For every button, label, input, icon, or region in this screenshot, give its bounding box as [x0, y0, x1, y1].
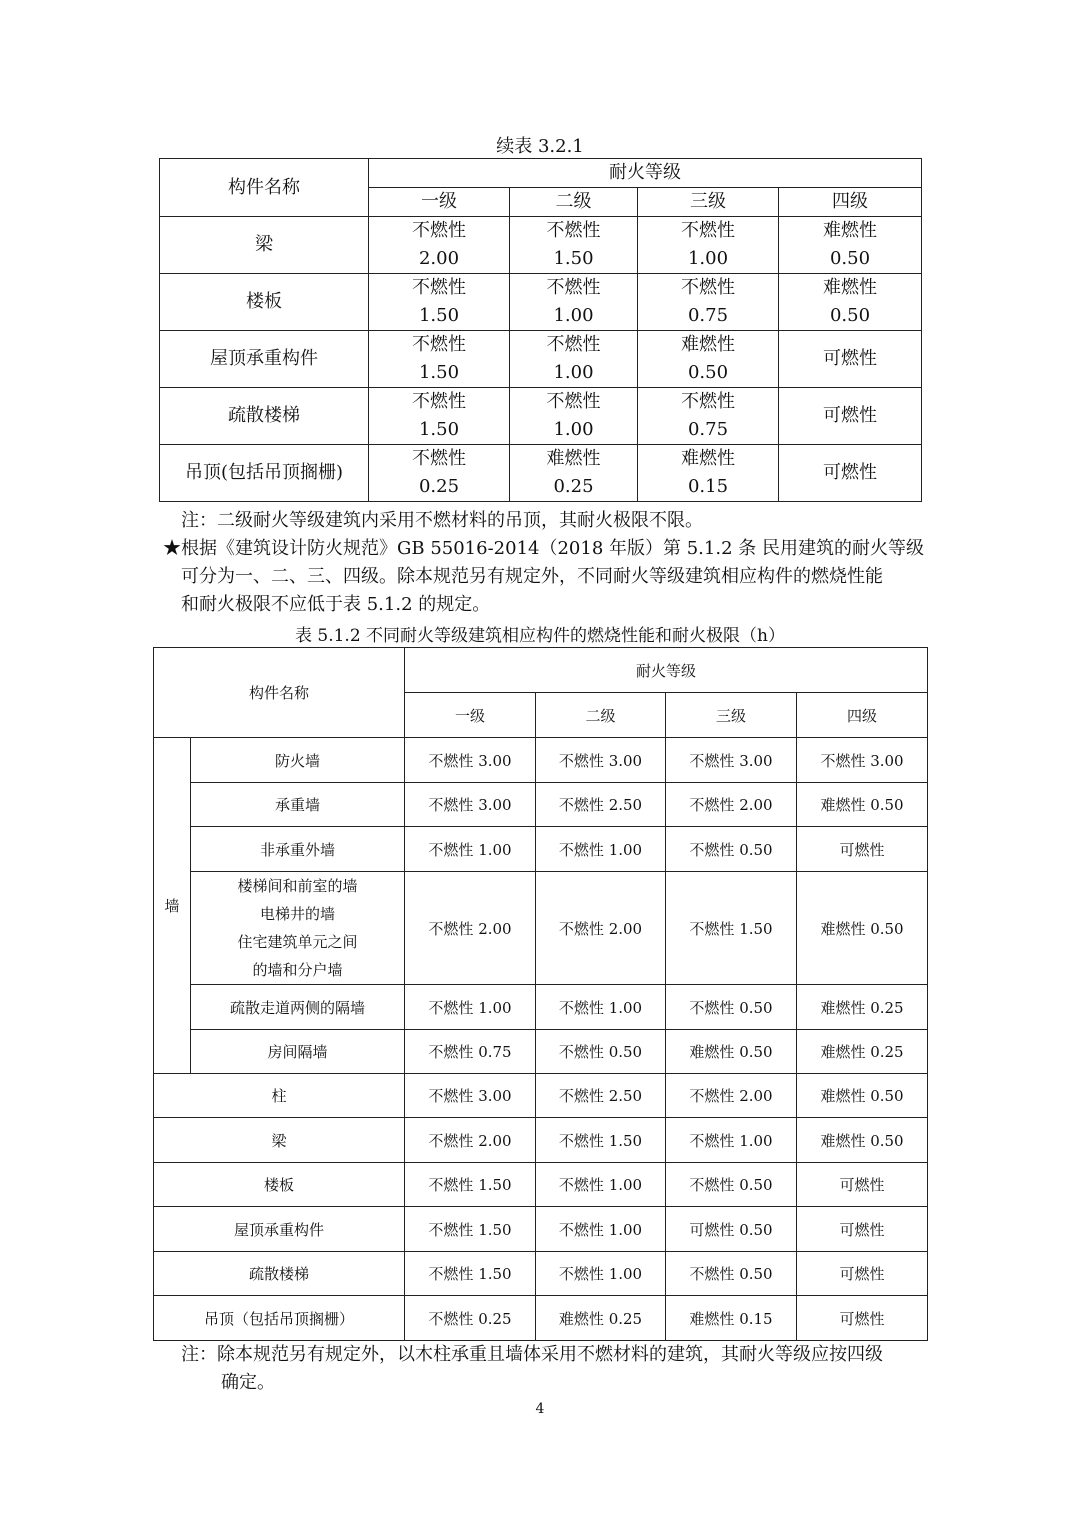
t2-wall-row	[154, 827, 928, 872]
t2-cell: 难燃性 0.50	[797, 783, 928, 827]
paragraph-line-3: 和耐火极限不应低于表 5.1.2 的规定。	[181, 594, 491, 615]
t2-wall-name	[191, 783, 405, 827]
t1-cell-rating: 可燃性	[823, 462, 877, 483]
t1-row	[160, 274, 922, 331]
t1-row	[160, 217, 922, 274]
t2-cell: 难燃性 0.50	[797, 872, 928, 985]
t1-cell	[638, 388, 779, 445]
t2-wall-name-line: 住宅建筑单元之间	[237, 933, 358, 951]
t1-cell-rating: 难燃性	[546, 448, 601, 469]
t2-row	[154, 1163, 928, 1207]
t1-cell	[510, 445, 638, 502]
t1-cell-rating: 不燃性	[546, 334, 601, 355]
t2-row	[154, 1118, 928, 1163]
t2-cell: 不燃性 0.50	[536, 1030, 666, 1074]
t1-cell	[779, 217, 922, 274]
t1-cell-rating: 难燃性	[681, 448, 735, 469]
t1-cell-hours: 2.00	[418, 248, 460, 269]
t2-cell: 不燃性 3.00	[536, 738, 666, 783]
t2-cell: 不燃性 2.00	[666, 1074, 797, 1118]
t2-wall-name-line: 非承重外墙	[260, 840, 336, 859]
t2-cell: 可燃性	[797, 827, 928, 872]
t1-cell	[369, 274, 510, 331]
t1-row	[160, 388, 922, 445]
t1-grade-4: 四级	[779, 188, 922, 217]
t1-header-fire-grade: 耐火等级	[369, 159, 922, 188]
t2-wall-name-line: 承重墙	[275, 796, 321, 814]
t1-cell	[369, 331, 510, 388]
paragraph-line-2: 可分为一、二、三、四级。除本规范另有规定外，不同耐火等级建筑相应构件的燃烧性能	[181, 566, 883, 587]
t2-cell: 不燃性 2.50	[536, 1074, 666, 1118]
table2-note-line-1: 注：除本规范另有规定外，以木柱承重且墙体采用不燃材料的建筑，其耐火等级应按四级	[181, 1344, 883, 1365]
t1-cell-hours: 1.50	[418, 362, 460, 383]
t2-cell: 不燃性 0.50	[666, 985, 797, 1030]
t2-cell: 不燃性 1.00	[536, 1163, 666, 1207]
t1-cell-rating: 不燃性	[681, 220, 735, 241]
t2-cell: 不燃性 3.00	[405, 1074, 536, 1118]
t1-row	[160, 331, 922, 388]
t2-wall-row	[154, 985, 928, 1030]
t1-cell	[369, 445, 510, 502]
t2-wall-name-line: 楼梯间和前室的墙	[237, 877, 358, 895]
t2-wall-name	[191, 738, 405, 783]
t1-cell-rating: 不燃性	[412, 448, 466, 469]
t2-cell: 不燃性 1.00	[536, 985, 666, 1030]
t2-cell: 可燃性	[797, 1163, 928, 1207]
t1-cell-rating: 不燃性	[681, 391, 735, 412]
table2-note-line-2: 确定。	[221, 1372, 275, 1393]
t2-cell: 不燃性 0.50	[666, 827, 797, 872]
t1-component-name: 梁	[160, 217, 369, 274]
t2-wall-row	[154, 872, 928, 985]
table1-caption: 续表 3.2.1	[496, 136, 584, 157]
t2-cell: 不燃性 2.50	[536, 783, 666, 827]
t1-cell-hours: 0.75	[687, 419, 729, 440]
page-number: 4	[535, 1401, 545, 1417]
t2-component-name: 疏散楼梯	[154, 1252, 405, 1296]
t2-cell: 不燃性 0.75	[405, 1030, 536, 1074]
t2-cell: 不燃性 1.00	[405, 985, 536, 1030]
t1-cell	[638, 217, 779, 274]
t2-cell: 不燃性 0.25	[405, 1296, 536, 1341]
t2-cell: 不燃性 2.00	[666, 783, 797, 827]
t1-cell-rating: 可燃性	[823, 348, 877, 369]
paragraph-line-1: ★根据《建筑设计防火规范》GB 55016-2014（2018 年版）第 5.1.2 条 民用建筑的耐火等级	[163, 538, 924, 559]
t1-cell-rating: 不燃性	[412, 277, 466, 298]
t1-cell-rating: 不燃性	[412, 220, 466, 241]
t1-cell-rating: 难燃性	[823, 277, 877, 298]
t1-cell-rating: 不燃性	[412, 334, 466, 355]
t2-cell: 不燃性 1.00	[536, 1252, 666, 1296]
t1-cell	[779, 274, 922, 331]
t1-header-component: 构件名称	[160, 159, 369, 217]
t1-grade-3: 三级	[638, 188, 779, 217]
t2-cell: 不燃性 0.50	[666, 1163, 797, 1207]
t1-cell	[369, 388, 510, 445]
t2-component-name: 柱	[154, 1074, 405, 1118]
t2-cell: 难燃性 0.25	[797, 985, 928, 1030]
t2-cell: 不燃性 1.50	[536, 1118, 666, 1163]
t2-cell: 不燃性 3.00	[666, 738, 797, 783]
t1-cell-rating: 不燃性	[546, 277, 601, 298]
t1-cell	[369, 217, 510, 274]
t2-component-name: 梁	[154, 1118, 405, 1163]
t2-cell: 可燃性	[797, 1207, 928, 1252]
t2-grade-1: 一级	[405, 693, 536, 738]
t1-cell-hours: 0.50	[687, 362, 729, 383]
t2-wall-row	[154, 738, 928, 783]
t1-cell-rating: 可燃性	[823, 405, 877, 426]
t2-cell: 不燃性 3.00	[405, 783, 536, 827]
t2-grade-3: 三级	[666, 693, 797, 738]
t2-wall-row	[154, 783, 928, 827]
t2-cell: 不燃性 1.00	[536, 827, 666, 872]
t2-cell: 难燃性 0.15	[666, 1296, 797, 1341]
t1-cell-hours: 0.25	[418, 476, 460, 497]
t2-wall-name-line: 疏散走道两侧的隔墙	[230, 998, 366, 1017]
t1-cell-hours: 0.50	[829, 305, 871, 326]
t2-wall-name-line: 房间隔墙	[267, 1043, 328, 1061]
t2-row	[154, 1296, 928, 1341]
t1-cell-hours: 1.00	[553, 362, 594, 383]
t1-component-name: 屋顶承重构件	[160, 331, 369, 388]
t1-component-name: 疏散楼梯	[160, 388, 369, 445]
t2-row	[154, 1074, 928, 1118]
t1-cell-rating: 难燃性	[823, 220, 877, 241]
t1-cell-hours: 0.75	[687, 305, 729, 326]
t2-cell: 不燃性 0.50	[666, 1252, 797, 1296]
t1-cell	[510, 274, 638, 331]
t2-cell: 不燃性 2.00	[405, 1118, 536, 1163]
t1-cell-hours: 1.00	[553, 419, 594, 440]
t1-cell-rating: 不燃性	[412, 391, 466, 412]
t2-wall-name	[191, 827, 405, 872]
t2-component-name: 楼板	[154, 1163, 405, 1207]
t1-cell	[510, 388, 638, 445]
t1-component-name: 楼板	[160, 274, 369, 331]
t1-cell-rating: 不燃性	[681, 277, 735, 298]
t2-wall-name-line: 防火墙	[275, 751, 321, 770]
t2-cell: 不燃性 1.50	[405, 1207, 536, 1252]
t1-cell-hours: 0.25	[553, 476, 594, 497]
t1-cell-hours: 1.00	[687, 248, 729, 269]
t2-cell: 不燃性 1.50	[666, 872, 797, 985]
t2-wall-name	[191, 1030, 405, 1074]
t1-cell-rating: 不燃性	[546, 391, 601, 412]
t1-cell	[638, 445, 779, 502]
t2-cell: 不燃性 3.00	[405, 738, 536, 783]
t2-wall-row	[154, 1030, 928, 1074]
t2-cell: 难燃性 0.50	[797, 1118, 928, 1163]
t2-cell: 不燃性 1.50	[405, 1163, 536, 1207]
t1-cell-hours: 1.50	[553, 248, 594, 269]
t1-grade-1: 一级	[369, 188, 510, 217]
table-5-1-2	[153, 647, 928, 1341]
t2-cell: 难燃性 0.25	[536, 1296, 666, 1341]
t2-cell: 难燃性 0.25	[797, 1030, 928, 1074]
t2-cell: 可燃性	[797, 1252, 928, 1296]
t1-cell	[779, 331, 922, 388]
t2-row	[154, 1252, 928, 1296]
t2-grade-4: 四级	[797, 693, 928, 738]
t1-cell-hours: 1.50	[418, 305, 460, 326]
t1-cell-rating: 不燃性	[546, 220, 601, 241]
t2-cell: 不燃性 1.00	[536, 1207, 666, 1252]
t2-component-name: 屋顶承重构件	[154, 1207, 405, 1252]
t2-row	[154, 1207, 928, 1252]
t1-cell	[638, 274, 779, 331]
t1-cell-hours: 0.15	[687, 476, 729, 497]
t1-cell-hours: 1.00	[553, 305, 594, 326]
t1-cell	[510, 331, 638, 388]
table-3-2-1-continued	[159, 158, 922, 502]
t2-cell: 可燃性	[797, 1296, 928, 1341]
table2-caption: 表 5.1.2 不同耐火等级建筑相应构件的燃烧性能和耐火极限（h）	[294, 626, 785, 646]
t2-cell: 不燃性 3.00	[797, 738, 928, 783]
t1-cell	[638, 331, 779, 388]
t1-cell	[779, 388, 922, 445]
t2-cell: 可燃性 0.50	[666, 1207, 797, 1252]
t1-cell	[779, 445, 922, 502]
t2-wall-name-line: 的墙和分户墙	[252, 961, 343, 979]
t1-grade-2: 二级	[510, 188, 638, 217]
t2-cell: 不燃性 2.00	[405, 872, 536, 985]
t1-cell-rating: 难燃性	[681, 334, 735, 355]
t2-wall-name	[191, 985, 405, 1030]
t2-wall-name	[191, 872, 405, 985]
t2-component-name: 吊顶（包括吊顶搁栅）	[154, 1296, 405, 1341]
table1-note: 注：二级耐火等级建筑内采用不燃材料的吊顶，其耐火极限不限。	[181, 510, 703, 531]
t2-cell: 不燃性 1.00	[405, 827, 536, 872]
t2-header-component: 构件名称	[154, 648, 405, 738]
t2-grade-2: 二级	[536, 693, 666, 738]
t2-cell: 难燃性 0.50	[797, 1074, 928, 1118]
t1-cell	[510, 217, 638, 274]
t2-cell: 不燃性 2.00	[536, 872, 666, 985]
t2-header-fire-grade: 耐火等级	[405, 648, 928, 693]
t1-component-name: 吊顶(包括吊顶搁栅)	[160, 445, 369, 502]
t2-cell: 难燃性 0.50	[666, 1030, 797, 1074]
t1-cell-hours: 0.50	[829, 248, 871, 269]
t1-row	[160, 445, 922, 502]
t2-cell: 不燃性 1.00	[666, 1118, 797, 1163]
t2-wall-name-line: 电梯井的墙	[260, 905, 336, 923]
t1-cell-hours: 1.50	[418, 419, 460, 440]
t2-wall-group-label: 墙	[154, 738, 191, 1074]
t2-cell: 不燃性 1.50	[405, 1252, 536, 1296]
